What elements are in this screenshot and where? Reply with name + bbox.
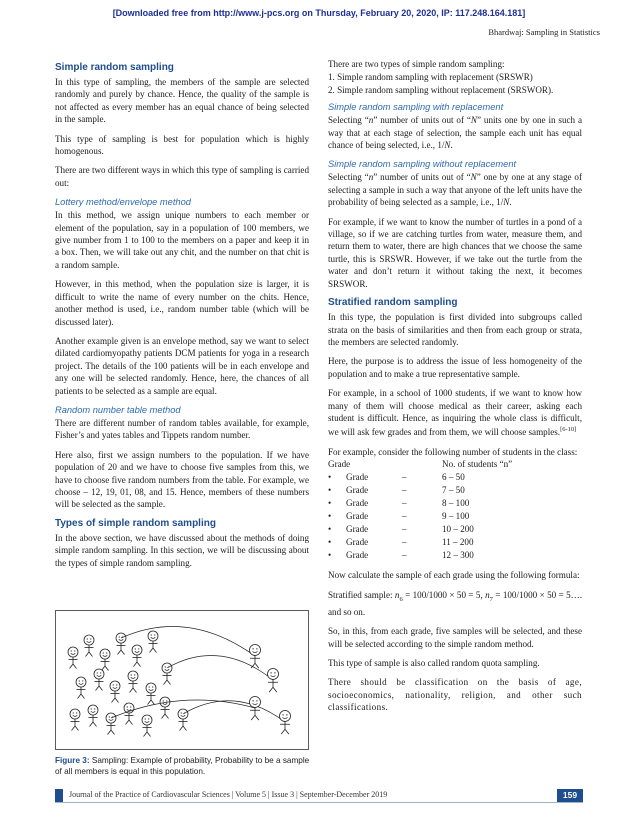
paragraph [328, 387, 582, 439]
grade-cell-dash: – [402, 485, 407, 496]
math-n: n [368, 115, 374, 126]
grade-cell-bullet: • [328, 472, 332, 483]
text-span: . [450, 140, 453, 151]
math-n: n [368, 172, 374, 183]
grade-cell-grade: Grade [346, 550, 369, 561]
figure-3-illustration [55, 610, 309, 750]
grade-cell-value: 10 – 200 [442, 524, 474, 535]
heading-types-of-srs: Types of simple random sampling [55, 517, 216, 529]
types-list [328, 71, 582, 96]
grade-cell-grade: Grade [346, 485, 369, 496]
grade-cell-grade: Grade [346, 511, 369, 522]
grade-cell-dash: – [402, 472, 407, 483]
subheading-with-replacement: Simple random sampling with replacement [328, 102, 504, 113]
subheading-random-number-table: Random number table method [55, 404, 181, 415]
table-row [328, 549, 582, 562]
text-span: = 100/1000 × 50 = 5, [402, 589, 486, 600]
table-row [328, 484, 582, 497]
grade-cell-grade: Grade [346, 537, 369, 548]
grade-table [328, 458, 582, 562]
figure-label: Figure 3: [55, 756, 90, 765]
math-sub: 6 [399, 595, 403, 603]
left-column [55, 58, 309, 576]
math-n: n [485, 589, 490, 600]
text-span: For example, in a school of 1000 students, if we want to know how many of them will choose medical as their career, asking each student is difficult. Hence, as inquiring the whole class is difficult, we will ask few grades and from them, we will choose samples. [328, 388, 582, 438]
download-banner: [Downloaded free from http://www.j-pcs.org on Thursday, February 20, 2020, IP: 117.248.164.181] [112, 8, 526, 18]
grade-cell-value: 6 – 50 [442, 472, 465, 483]
table-row [328, 497, 582, 510]
text-span: ” number of units out of “ [373, 172, 471, 183]
grade-cell-bullet: • [328, 524, 332, 535]
page-number: 159 [557, 789, 583, 802]
paragraph [328, 171, 582, 208]
math-N: N [503, 197, 510, 208]
table-header-grade: Grade [328, 459, 351, 470]
paragraph: This type of sample is also called random quota sampling. [328, 658, 540, 669]
math-N: N [444, 140, 451, 151]
grade-cell-value: 12 – 300 [442, 550, 474, 561]
paragraph: Now calculate the sample of each grade using the following formula: [328, 570, 580, 581]
paragraph: There should be classification on the basis of age, socioeconomics, nationality, religion, and other such classifications. [328, 677, 582, 713]
paragraph: In this method, we assign unique numbers to each member or element of the population, say in a population of 100 members, we give number from 1 to 100 to the members on a paper and keep it in a box. Then, we will take out any chit, and the number on that chit is a random sample. [55, 210, 309, 270]
grade-cell-dash: – [402, 511, 407, 522]
grade-cell-bullet: • [328, 537, 332, 548]
grade-cell-bullet: • [328, 485, 332, 496]
text-span: Selecting “ [328, 172, 369, 183]
text-span: = 100/1000 × 50 = 5…. and so on. [328, 589, 583, 617]
paragraph: There are different number of random tables available, for example, Fisher’s and yates tables and Tippets random number. [55, 417, 309, 441]
paragraph: For example, consider the following number of students in the class: [328, 446, 578, 457]
page-footer [55, 789, 583, 803]
list-item: 2. Simple random sampling without replacement (SRSWOR). [328, 84, 554, 95]
grade-cell-dash: – [402, 524, 407, 535]
grade-cell-grade: Grade [346, 472, 369, 483]
paragraph: There are two types of simple random sampling: [328, 59, 505, 69]
figure-svg [55, 610, 309, 750]
grade-cell-grade: Grade [346, 498, 369, 509]
grade-cell-bullet: • [328, 550, 332, 561]
paragraph: In the above section, we have discussed about the methods of doing simple random sampling. In this section, we will be discussing about the types of simple random sampling. [55, 532, 309, 568]
figure-caption-text: Sampling: Example of probability, Probability to be a sample of all members is equal in this population. [55, 756, 310, 776]
paragraph: There are two different ways in which this type of sampling is carried out: [55, 165, 309, 188]
math-sub: 7 [489, 595, 493, 603]
text-span: ” number of units out of “ [373, 115, 471, 126]
figure-frame [56, 611, 309, 750]
table-row [328, 510, 582, 523]
table-row [328, 523, 582, 536]
paragraph [328, 589, 582, 619]
list-item: 1. Simple random sampling with replacement (SRSWR) [328, 72, 533, 83]
grade-cell-dash: – [402, 537, 407, 548]
grade-cell-dash: – [402, 550, 407, 561]
text-span: . [509, 197, 512, 208]
paragraph: This type of sampling is best for population which is highly homogenous. [55, 133, 309, 157]
table-row [328, 471, 582, 484]
heading-simple-random-sampling: Simple random sampling [55, 62, 174, 73]
footer-journal-info: Journal of the Practice of Cardiovascular Sciences | Volume 5 | Issue 3 | September-December 2019 [69, 790, 388, 799]
paragraph: However, in this method, when the population size is larger, it is difficult to write the name of every number on the chits. Hence, another method is used, i.e., random number table (which will be discussed later). [55, 279, 309, 327]
citation-ref: [6-10] [560, 426, 577, 434]
grade-cell-value: 9 – 100 [442, 511, 470, 522]
table-header-students: No. of students “n” [442, 459, 513, 470]
paragraph: In this type of sampling, the members of the sample are selected randomly and purely by chance. Hence, the quality of the sample is not affected as every member has an equal chance of being selected in the sample. [55, 77, 309, 125]
math-N: N [470, 172, 477, 183]
grade-cell-bullet: • [328, 511, 332, 522]
grade-cell-grade: Grade [346, 524, 369, 535]
paragraph: For example, if we want to know the number of turtles in a pond of a village, so if we are catching turtles from water, measure them, and return them to water, there are high chances that we choose the same turtle, this is SRSWR. However, if we take out the turtle from the water and don’t return it without taking the next, it becomes SRSWOR. [328, 216, 582, 289]
table-header-row [328, 458, 582, 471]
paragraph: Here, the purpose is to address the issue of less homogeneity of the population and to make a true representative sample. [328, 356, 582, 379]
table-row [328, 536, 582, 549]
grade-cell-value: 11 – 200 [442, 537, 474, 548]
figure-caption [55, 755, 311, 777]
heading-stratified-sampling: Stratified random sampling [328, 297, 458, 309]
right-column [328, 58, 582, 721]
paragraph: So, in this, from each grade, five samples will be selected, and these will be selected according to the simple random method. [328, 626, 582, 649]
subheading-lottery-method: Lottery method/envelope method [55, 197, 191, 208]
grade-cell-bullet: • [328, 498, 332, 509]
math-n: n [394, 589, 400, 600]
math-N: N [470, 115, 477, 126]
footer-accent-bar [55, 789, 63, 802]
paragraph: Here also, first we assign numbers to the population. If we have population of 20 and we have to choose five samples from this, we have to choose five random numbers from the table. For example, we choose – 12, 19, 01, 08, and 15. Hence, members of these numbers will be selected as the sample. [55, 449, 309, 510]
text-span: ” one by one at any stage of selecting a sample in such a way that anyone of the left units have the probability of being selected as a sample, i.e., 1/ [328, 172, 583, 208]
grade-cell-value: 7 – 50 [442, 485, 465, 496]
text-span: ” units one by one in such a way that at each stage of selection, the sample each unit has equal chance of being selected, i.e., 1/ [328, 115, 582, 151]
grade-cell-value: 8 – 100 [442, 498, 470, 509]
paragraph [328, 114, 582, 151]
paragraph: Another example given is an envelope method, say we want to select dilated cardiomyopathy patients DCM patients for yoga in a research project. The details of the 100 patients will be in each envelope and any one will be selected randomly. Hence, here, the chances of all patients to be selected as a sample are equal. [55, 335, 309, 396]
text-span: Selecting “ [328, 115, 369, 126]
grade-cell-dash: – [402, 498, 407, 509]
text-span: Stratified sample: [328, 589, 395, 600]
subheading-without-replacement: Simple random sampling without replacement [328, 159, 517, 170]
paragraph: In this type, the population is first divided into subgroups called strata on the basis of similarities and then from each group or strata, the members are selected randomly. [328, 312, 582, 347]
running-head: Bhardwaj: Sampling in Statistics [488, 27, 600, 37]
